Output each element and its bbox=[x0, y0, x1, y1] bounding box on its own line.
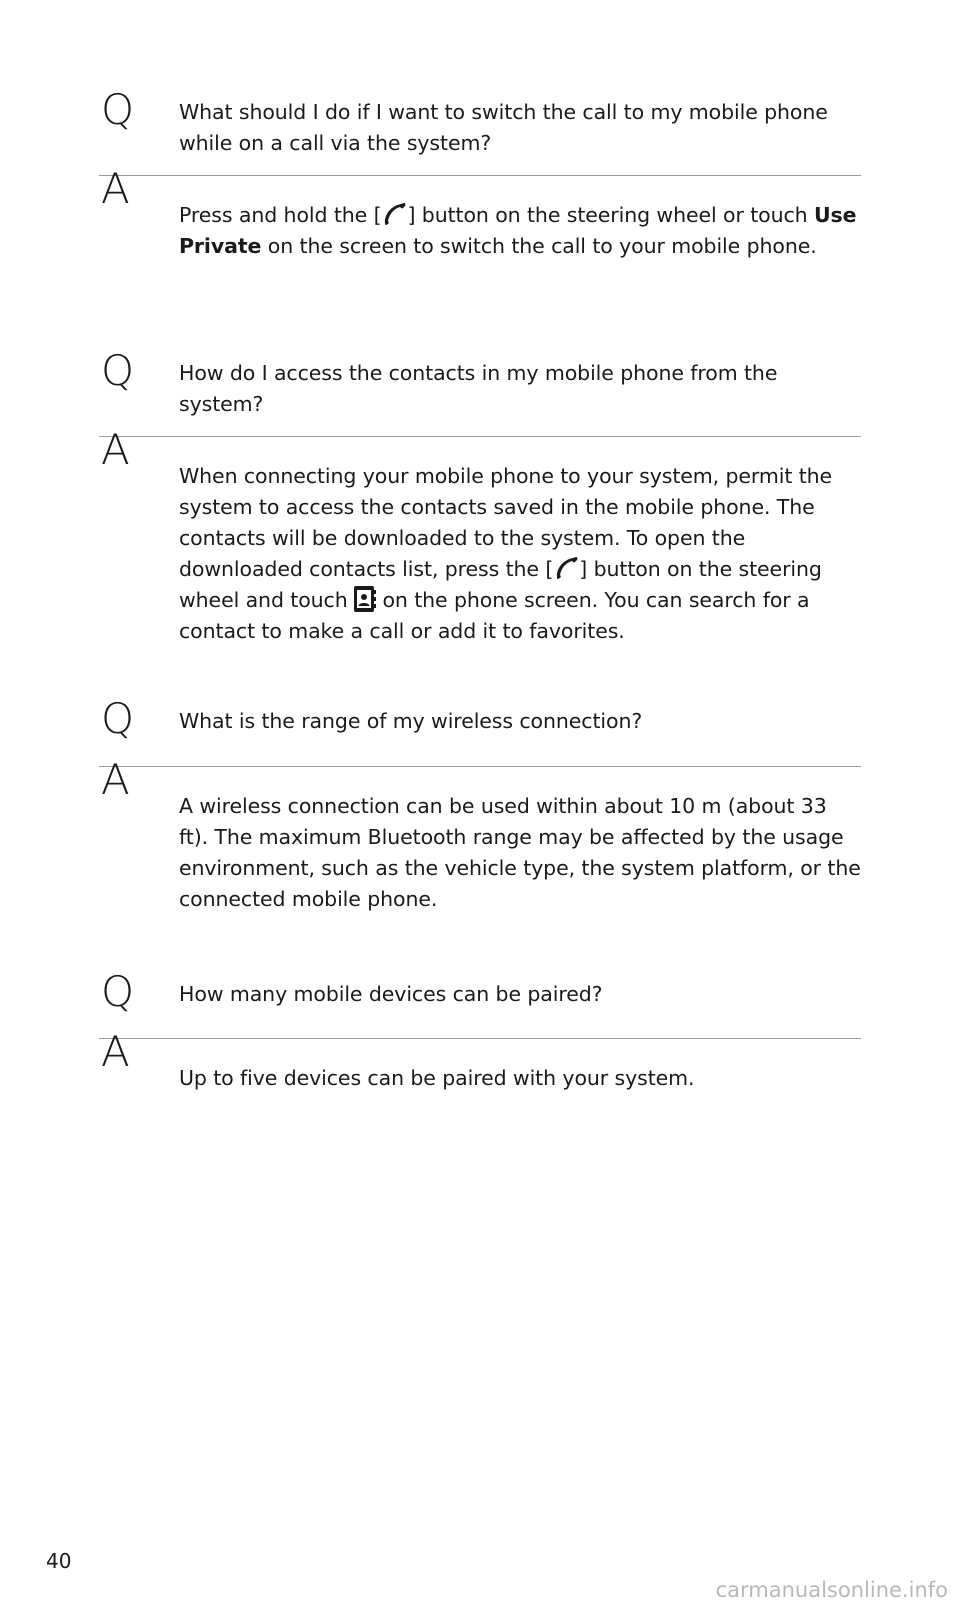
contacts-icon bbox=[354, 586, 376, 612]
phone-call-icon bbox=[381, 201, 407, 225]
question-text: How many mobile devices can be paired? bbox=[179, 982, 603, 1006]
answer-text-part: When connecting your mobile phone to your system, permit the system to access the contacts saved in the mobile phone. The contacts will be downloaded to the system. To open the downloaded contacts list, press the [ bbox=[179, 464, 833, 581]
question-marker: Q bbox=[101, 694, 135, 743]
answer-marker: A bbox=[101, 425, 130, 474]
answer-text: A wireless connection can be used within about 10 m (about 33 ft). The maximum Bluetooth range may be affected by the usage environment, such as the vehicle type, the system platform, or the connected mobile phone. bbox=[179, 794, 861, 911]
question-text: What should I do if I want to switch the call to my mobile phone while on a call via the system? bbox=[179, 100, 828, 155]
answer-text-part: Press and hold the [ bbox=[179, 203, 382, 227]
qa-item-paired-devices bbox=[99, 967, 861, 1094]
answer-marker: A bbox=[101, 164, 130, 213]
use-private-label: Use Private bbox=[179, 203, 857, 258]
question-text: How do I access the contacts in my mobile phone from the system? bbox=[179, 361, 778, 416]
question-marker: Q bbox=[101, 85, 135, 134]
question-row bbox=[99, 967, 861, 1038]
qa-item-wireless-range bbox=[99, 694, 861, 915]
question-text: What is the range of my wireless connection? bbox=[179, 709, 643, 733]
watermark: carmanualsonline.info bbox=[715, 1578, 948, 1602]
question-marker: Q bbox=[101, 346, 135, 395]
answer-text-part: ] button on the steering wheel or touch bbox=[407, 203, 814, 227]
answer-row bbox=[99, 164, 861, 262]
answer-text: Up to five devices can be paired with your system. bbox=[179, 1066, 695, 1090]
phone-call-icon bbox=[553, 555, 579, 579]
answer-row bbox=[99, 1027, 861, 1094]
question-marker: Q bbox=[101, 967, 135, 1016]
answer-marker: A bbox=[101, 1027, 130, 1076]
qa-item-contacts bbox=[99, 346, 861, 647]
answer-row bbox=[99, 425, 861, 647]
question-row bbox=[99, 694, 861, 766]
answer-marker: A bbox=[101, 755, 130, 804]
question-row bbox=[99, 85, 861, 175]
page-number: 40 bbox=[46, 1549, 72, 1573]
answer-text-part: on the phone screen. You can search for a contact to make a call or add it to favorites. bbox=[179, 588, 810, 643]
qa-item-switch-call bbox=[99, 85, 861, 262]
answer-text-part: on the screen to switch the call to your mobile phone. bbox=[261, 234, 817, 258]
question-row bbox=[99, 346, 861, 436]
answer-text-part: ] button on the steering wheel and touch bbox=[179, 557, 822, 612]
answer-text bbox=[179, 200, 861, 262]
answer-text bbox=[179, 461, 861, 647]
answer-row bbox=[99, 755, 861, 915]
